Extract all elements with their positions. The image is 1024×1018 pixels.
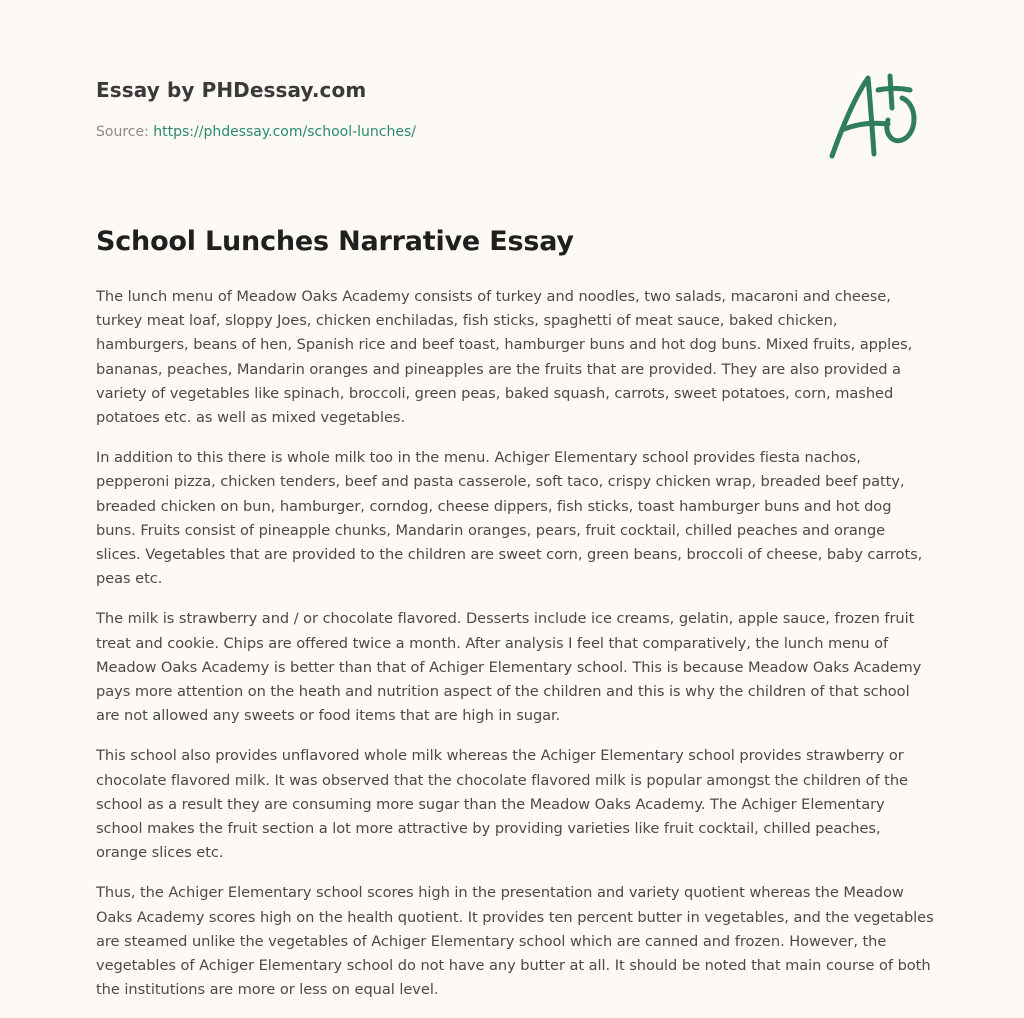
source-line: [96, 124, 416, 140]
source-link[interactable]: https://phdessay.com/school-lunches/: [153, 124, 416, 140]
paragraph: The lunch menu of Meadow Oaks Academy consists of turkey and noodles, two salads, macaroni and cheese, turkey meat loaf, sloppy Joes, chicken enchiladas, fish sticks, spaghetti of meat sauce, baked chicken, hamburgers, beans of hen, Spanish rice and beef toast, hamburger buns and hot dog buns. Mixed fruits, apples, bananas, peaches, Mandarin oranges and pineapples are the fruits that are provided. They are also provided a variety of vegetables like spinach, broccoli, green peas, baked squash, carrots, sweet potatoes, corn, mashed potatoes etc. as well as mixed vegetables.: [96, 288, 913, 427]
source-label: Source:: [96, 124, 149, 140]
paragraph: In addition to this there is whole milk too in the menu. Achiger Elementary school provides fiesta nachos, pepperoni pizza, chicken tenders, beef and pasta casserole, soft taco, crispy chicken wrap, breaded beef patty, breaded chicken on bun, hamburger, corndog, cheese dippers, fish sticks, toast hamburger buns and hot dog buns. Fruits consist of pineapple chunks, Mandarin oranges, pears, fruit cocktail, chilled peaches and orange slices. Vegetables that are provided to the children are sweet corn, green beans, broccoli of cheese, baby carrots, peas etc.: [96, 449, 923, 588]
paragraph: Thus, the Achiger Elementary school scores high in the presentation and variety quotient whereas the Meadow Oaks Academy scores high on the health quotient. It provides ten percent butter in vegetables, and the vegetables are steamed unlike the vegetables of Achiger Elementary school which are canned and frozen. However, the vegetables of Achiger Elementary school do not have any butter at all. It should be noted that main course of both the institutions are more or less on equal level.: [96, 884, 934, 999]
paragraph: This school also provides unflavored whole milk whereas the Achiger Elementary school provides strawberry or chocolate flavored milk. It was observed that the chocolate flavored milk is popular amongst the children of the school as a result they are consuming more sugar than the Meadow Oaks Academy. The Achiger Elementary school makes the fruit section a lot more attractive by providing varieties like fruit cocktail, chilled peaches, orange slices etc.: [96, 747, 908, 862]
essay-body: [96, 285, 934, 1018]
essay-title: School Lunches Narrative Essay: [96, 226, 574, 257]
a-plus-logo-icon: [826, 68, 926, 164]
site-brand: Essay by PHDessay.com: [96, 78, 367, 102]
paragraph: The milk is strawberry and / or chocolate flavored. Desserts include ice creams, gelatin, apple sauce, frozen fruit treat and cookie. Chips are offered twice a month. After analysis I feel that comparatively, the lunch menu of Meadow Oaks Academy is better than that of Achiger Elementary school. This is because Meadow Oaks Academy pays more attention on the heath and nutrition aspect of the children and this is why the children of that school are not allowed any sweets or food items that are high in sugar.: [96, 610, 922, 725]
